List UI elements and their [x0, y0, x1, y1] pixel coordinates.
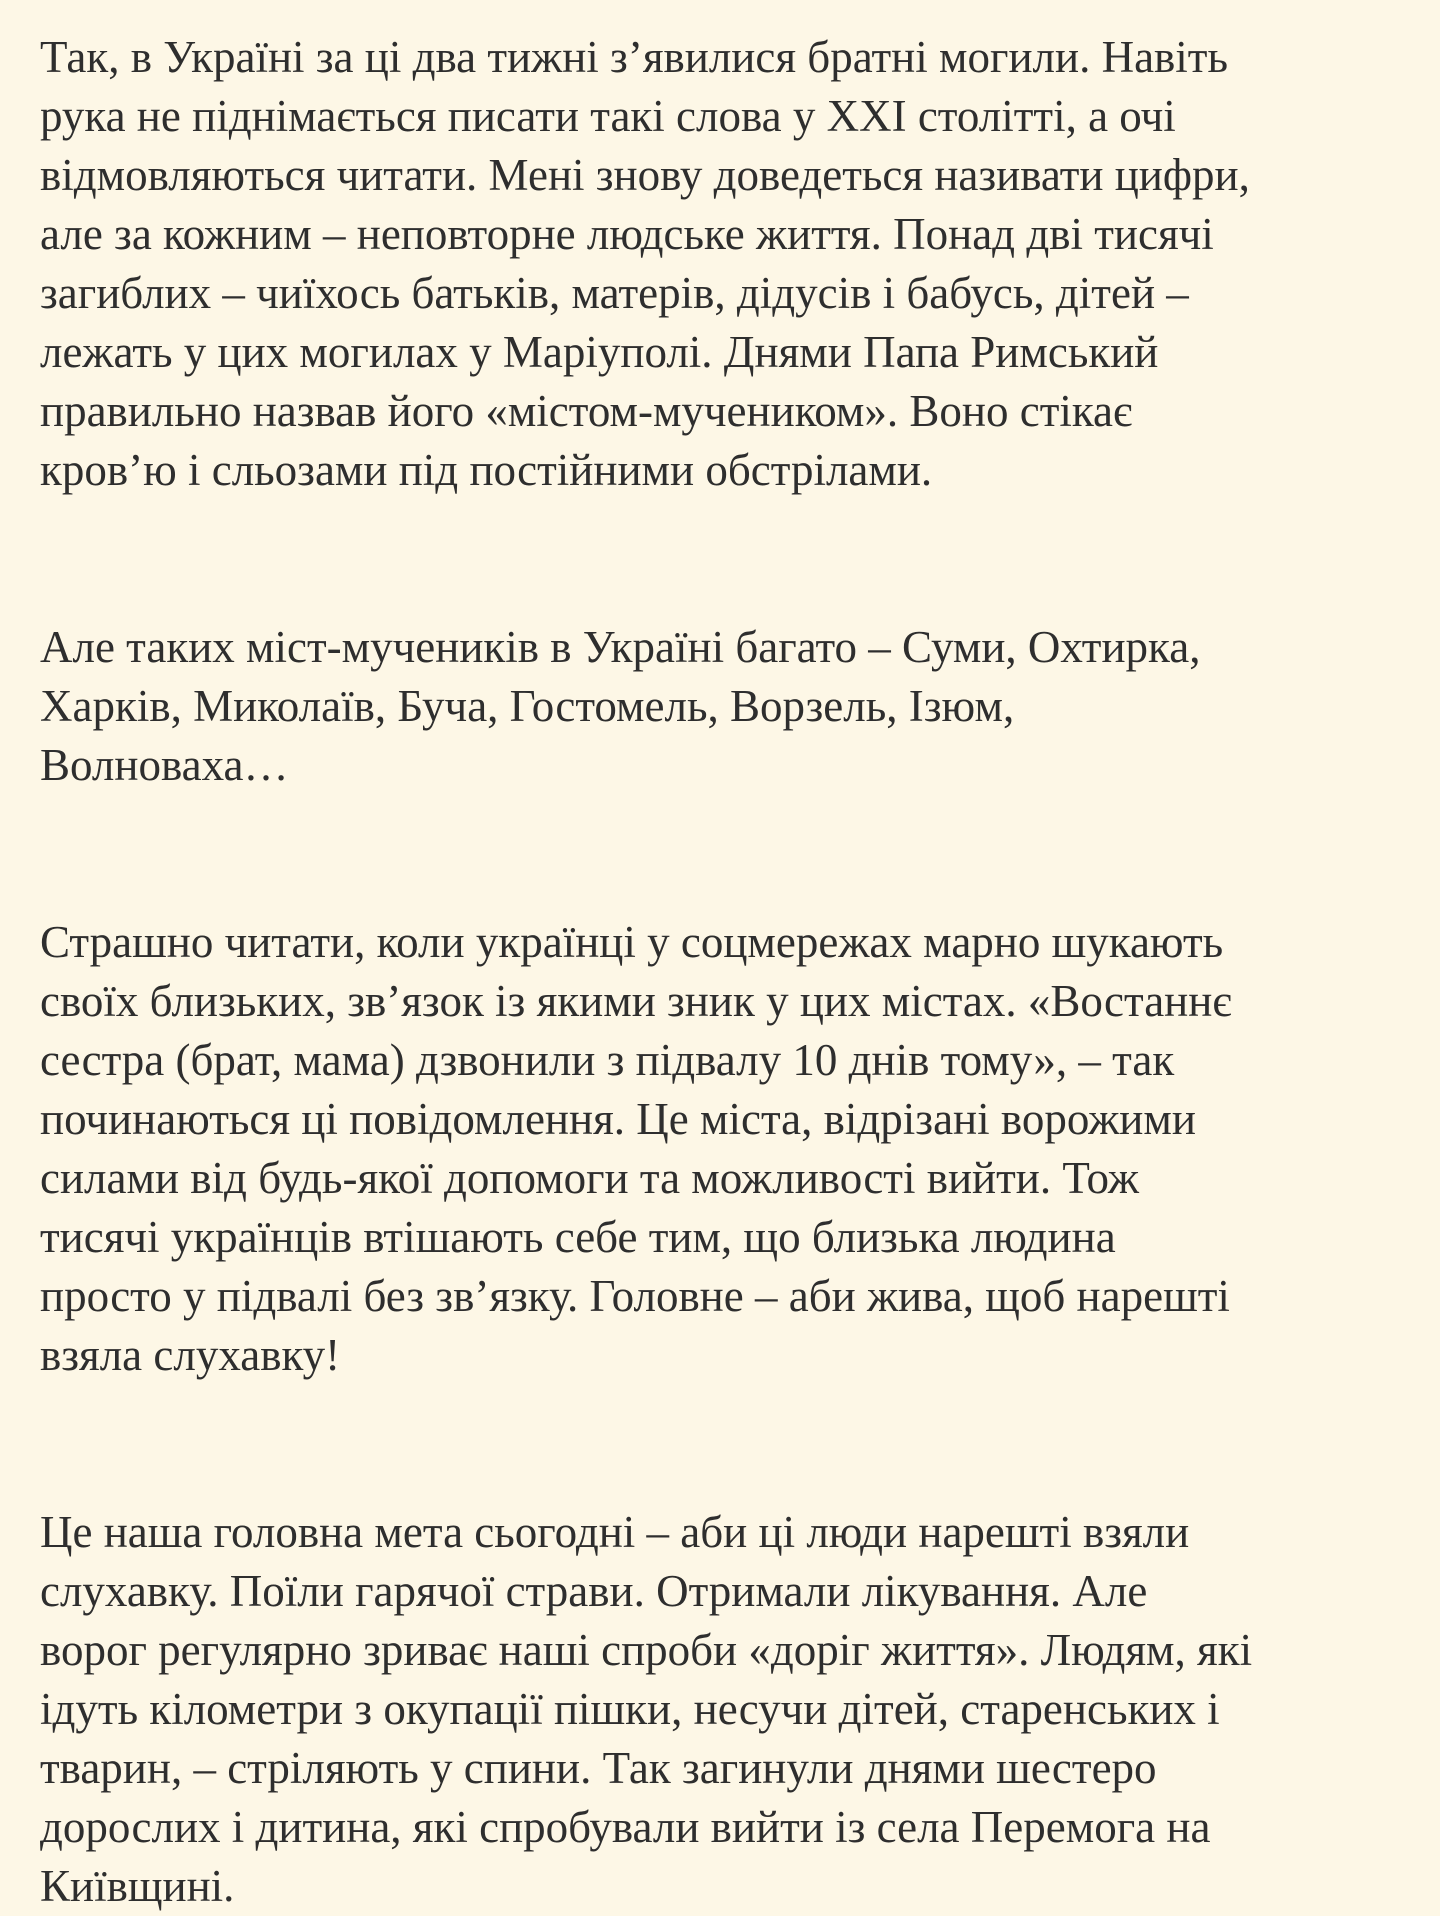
text-line: слухавку. Поїли гарячої страви. Отримали лікування. Але	[40, 1566, 1148, 1616]
text-line: ідуть кілометри з окупації пішки, несучи дітей, старенських і	[40, 1684, 1220, 1734]
text-line: тисячі українців втішають себе тим, що близька людина	[40, 1212, 1116, 1262]
paragraph-spacer	[40, 795, 1400, 913]
text-line: тварин, – стріляють у спини. Так загинули днями шестеро	[40, 1743, 1157, 1793]
text-line: але за кожним – неповторне людське життя. Понад дві тисячі	[40, 209, 1214, 259]
text-line: Київщині.	[40, 1861, 235, 1911]
text-line: Страшно читати, коли українці у соцмережах марно шукають	[40, 917, 1224, 967]
text-line: Так, в Україні за ці два тижні з’явилися братні могили. Навіть	[40, 32, 1228, 82]
text-line: силами від будь-якої допомоги та можливості вийти. Тож	[40, 1153, 1139, 1203]
paragraph-searching-relatives	[40, 913, 1400, 1385]
text-line: починаються ці повідомлення. Це міста, відрізані ворожими	[40, 1094, 1196, 1144]
text-line: просто у підвалі без зв’язку. Головне – аби жива, щоб нарешті	[40, 1271, 1230, 1321]
text-line: Але таких міст-мучеників в Україні багато – Суми, Охтирка,	[40, 622, 1201, 672]
paragraph-mass-graves	[40, 28, 1400, 500]
text-line: Це наша головна мета сьогодні – аби ці люди нарешті взяли	[40, 1507, 1190, 1557]
text-line: ворог регулярно зриває наші спроби «доріг життя». Людям, які	[40, 1625, 1253, 1675]
text-line: Харків, Миколаїв, Буча, Гостомель, Ворзель, Ізюм,	[40, 681, 1015, 731]
text-line: загиблих – чиїхось батьків, матерів, дідусів і бабусь, дітей –	[40, 268, 1189, 318]
paragraph-spacer	[40, 1385, 1400, 1503]
paragraph-spacer	[40, 500, 1400, 618]
text-line: сестра (брат, мама) дзвонили з підвалу 10 днів тому», – так	[40, 1035, 1175, 1085]
text-line: правильно назвав його «містом-мучеником». Воно стікає	[40, 386, 1133, 436]
text-line: дорослих і дитина, які спробували вийти із села Перемога на	[40, 1802, 1211, 1852]
text-line: Волноваха…	[40, 740, 289, 790]
paragraph-main-goal	[40, 1503, 1400, 1916]
paragraph-martyr-cities	[40, 618, 1400, 795]
text-line: взяла слухавку!	[40, 1330, 341, 1380]
text-line: своїх близьких, зв’язок із якими зник у цих містах. «Востаннє	[40, 976, 1232, 1026]
text-line: відмовляються читати. Мені знову доведеться називати цифри,	[40, 150, 1250, 200]
text-line: кров’ю і сльозами під постійними обстрілами.	[40, 445, 933, 495]
text-line: лежать у цих могилах у Маріуполі. Днями Папа Римський	[40, 327, 1159, 377]
text-line: рука не піднімається писати такі слова у XXI столітті, а очі	[40, 91, 1176, 141]
